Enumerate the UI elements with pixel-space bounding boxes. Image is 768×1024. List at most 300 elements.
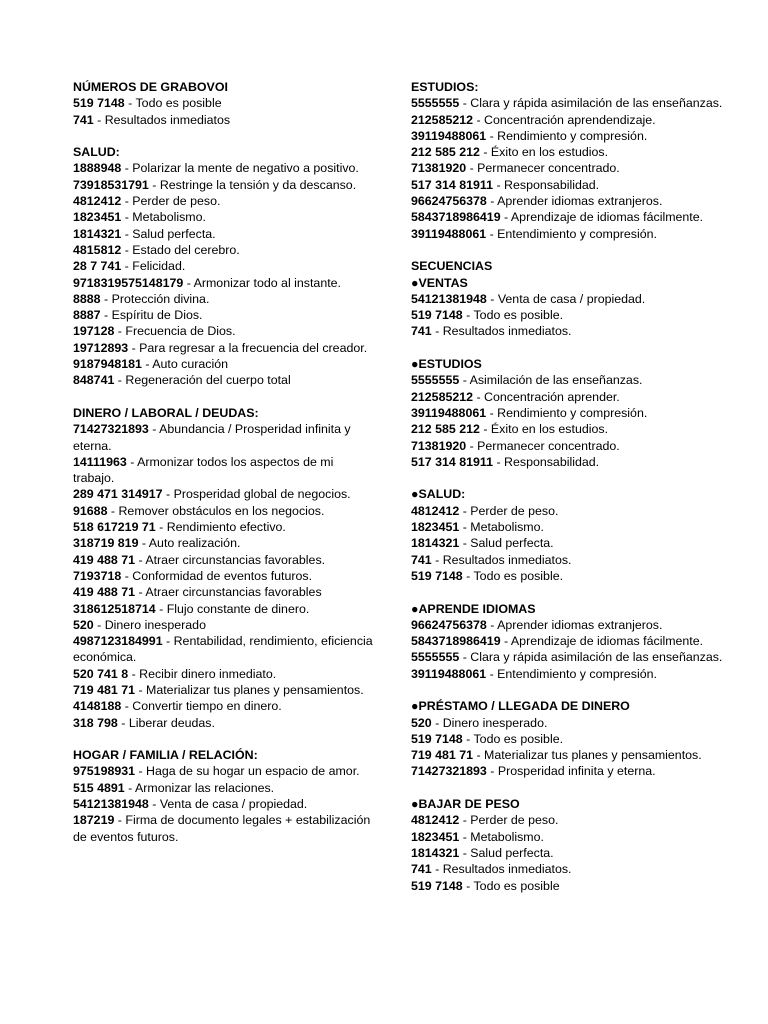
- sequence-title-text: PRÉSTAMO / LLEGADA DE DINERO: [418, 699, 630, 714]
- separator: -: [121, 210, 133, 225]
- separator: -: [93, 617, 105, 632]
- separator: -: [459, 520, 471, 535]
- code-number: 71381920: [411, 438, 467, 453]
- code-description: Clara y rápida asimilación de las enseñanzas.: [470, 96, 723, 111]
- separator: -: [128, 340, 140, 355]
- code-number: 519 7148: [411, 731, 463, 746]
- code-description: Todo es posible: [135, 96, 222, 111]
- bullet-icon: ●: [411, 487, 419, 502]
- sequence-title: [411, 356, 741, 372]
- code-entry: [411, 112, 741, 128]
- section-salud: [411, 486, 741, 584]
- code-description: Atraer circunstancias favorables: [145, 585, 322, 600]
- separator: -: [459, 813, 471, 828]
- code-description: Metabolismo.: [132, 210, 206, 225]
- code-number: 96624756378: [411, 194, 487, 209]
- section-title: NÚMEROS DE GRABOVOI: [73, 80, 228, 94]
- code-number: 5555555: [411, 373, 460, 388]
- code-entry: [73, 763, 373, 779]
- code-description: Responsabilidad.: [504, 454, 600, 469]
- code-number: 5555555: [411, 650, 460, 665]
- code-description: Éxito en los estudios.: [490, 145, 609, 160]
- code-number: 9187948181: [73, 357, 142, 372]
- code-description: Auto realización.: [148, 536, 241, 551]
- separator: -: [135, 585, 146, 600]
- code-entry: [411, 389, 741, 405]
- code-number: 5843718986419: [411, 634, 501, 649]
- code-description: Todo es posible.: [473, 568, 564, 583]
- code-entry: [411, 421, 741, 437]
- code-description: Firma de documento legales + estabilización de eventos futuros.: [73, 813, 371, 844]
- separator: -: [479, 422, 491, 437]
- code-description: Resultados inmediatos.: [442, 324, 572, 339]
- separator: -: [493, 177, 505, 192]
- separator: -: [121, 161, 133, 176]
- separator: -: [486, 291, 498, 306]
- code-number: 741: [411, 862, 432, 877]
- code-number: 741: [73, 112, 94, 127]
- code-description: Materializar tus planes y pensamientos.: [146, 682, 364, 697]
- separator: -: [486, 666, 498, 681]
- code-description: Prosperidad infinita y eterna.: [497, 764, 656, 779]
- code-number: 54121381948: [73, 797, 149, 812]
- code-description: Liberar deudas.: [128, 715, 215, 730]
- code-number: 96624756378: [411, 617, 487, 632]
- code-number: 73918531791: [73, 177, 149, 192]
- code-entry: [411, 715, 741, 731]
- code-entry: [411, 291, 741, 307]
- code-description: Perder de peso.: [132, 194, 221, 209]
- code-entry: [73, 160, 373, 176]
- code-number: 212 585 212: [411, 145, 480, 160]
- separator: -: [466, 438, 478, 453]
- sequence-title: [411, 486, 741, 502]
- code-number: 5843718986419: [411, 210, 501, 225]
- separator: -: [100, 291, 112, 306]
- code-number: 848741: [73, 373, 115, 388]
- code-number: 187219: [73, 813, 115, 828]
- code-number: 14111963: [73, 454, 127, 469]
- separator: -: [135, 552, 146, 567]
- code-number: 197128: [73, 324, 115, 339]
- section-dinero-laboral-deudas: [73, 405, 373, 731]
- code-entry: [73, 796, 373, 812]
- code-description: Estado del cerebro.: [132, 242, 240, 257]
- code-number: 975198931: [73, 764, 136, 779]
- separator: -: [124, 96, 136, 111]
- code-description: Aprendizaje de idiomas fácilmente.: [510, 210, 704, 225]
- separator: -: [459, 373, 470, 388]
- separator: -: [148, 177, 160, 192]
- code-description: Protección divina.: [111, 291, 210, 306]
- sequence-title-text: VENTAS: [418, 275, 468, 290]
- separator: -: [183, 275, 194, 290]
- separator: -: [431, 862, 443, 877]
- separator: -: [121, 259, 133, 274]
- code-number: 212585212: [411, 112, 474, 127]
- code-entry: [73, 682, 373, 698]
- code-entry: [73, 275, 373, 291]
- separator: -: [100, 308, 112, 323]
- code-number: 318 798: [73, 715, 118, 730]
- code-entry: [411, 666, 741, 682]
- separator: -: [121, 226, 133, 241]
- code-number: 4812412: [411, 503, 460, 518]
- code-number: 4148188: [73, 699, 122, 714]
- code-number: 519 7148: [411, 878, 463, 893]
- sequence-title: [411, 601, 741, 617]
- code-entry: [73, 715, 373, 731]
- code-entry: [411, 372, 741, 388]
- code-number: 39119488061: [411, 128, 487, 143]
- code-entry: [411, 177, 741, 193]
- code-description: Todo es posible.: [473, 731, 564, 746]
- code-number: 741: [411, 552, 432, 567]
- code-number: 4987123184991: [73, 634, 163, 649]
- code-number: 1823451: [411, 829, 460, 844]
- code-number: 289 471 314917: [73, 487, 163, 502]
- sequence-title-text: SALUD:: [418, 487, 466, 502]
- code-entry: [73, 95, 373, 111]
- sequence-title-text: APRENDE IDIOMAS: [418, 601, 536, 616]
- separator: -: [141, 357, 153, 372]
- code-number: 515 4891: [73, 780, 125, 795]
- separator: -: [117, 715, 129, 730]
- code-description: Haga de su hogar un espacio de amor.: [146, 764, 360, 779]
- code-description: Armonizar las relaciones.: [135, 780, 275, 795]
- code-number: 520 741 8: [73, 666, 129, 681]
- code-number: 1814321: [73, 226, 122, 241]
- code-entry: [411, 731, 741, 747]
- section-salud: [73, 144, 373, 388]
- code-number: 719 481 71: [411, 748, 474, 763]
- section-title: HOGAR / FAMILIA / RELACIÓN:: [73, 748, 258, 763]
- code-description: Aprender idiomas extranjeros.: [497, 194, 663, 209]
- separator: -: [128, 666, 140, 681]
- code-entry: [73, 421, 373, 454]
- code-number: 4812412: [411, 813, 460, 828]
- section-secuencias: [411, 258, 741, 339]
- code-description: Rendimiento y compresión.: [497, 405, 648, 420]
- code-number: 519 7148: [73, 96, 125, 111]
- code-entry: [411, 226, 741, 242]
- separator: -: [431, 552, 443, 567]
- separator: -: [135, 682, 147, 697]
- code-number: 318719 819: [73, 536, 139, 551]
- code-number: 39119488061: [411, 405, 487, 420]
- code-description: Remover obstáculos en los negocios.: [118, 503, 325, 518]
- code-number: 28 7 741: [73, 259, 122, 274]
- section-bajar-de-peso: [411, 796, 741, 894]
- section-title: SALUD:: [73, 145, 120, 160]
- separator: -: [121, 568, 133, 583]
- code-description: Concentración aprender.: [484, 389, 620, 404]
- code-entry: [73, 323, 373, 339]
- code-description: Armonizar todo al instante.: [193, 275, 341, 290]
- code-description: Aprendizaje de idiomas fácilmente.: [510, 634, 704, 649]
- code-number: 9718319575148179: [73, 275, 184, 290]
- code-entry: [73, 372, 373, 388]
- separator: -: [500, 210, 511, 225]
- separator: -: [459, 845, 471, 860]
- code-number: 419 488 71: [73, 552, 136, 567]
- sequence-title: [411, 796, 741, 812]
- section-title: SECUENCIAS: [411, 259, 493, 274]
- code-description: Regeneración del cuerpo total: [125, 373, 291, 388]
- code-number: 1814321: [411, 845, 460, 860]
- separator: -: [462, 308, 474, 323]
- code-number: 519 7148: [411, 308, 463, 323]
- code-description: Todo es posible.: [473, 308, 564, 323]
- separator: -: [486, 194, 498, 209]
- separator: -: [162, 634, 174, 649]
- separator: -: [135, 764, 147, 779]
- section-aprende-idiomas: [411, 601, 741, 682]
- code-entry: [73, 112, 373, 128]
- code-number: 520: [411, 715, 432, 730]
- code-description: Salud perfecta.: [470, 845, 554, 860]
- code-entry: [73, 812, 373, 845]
- code-description: Auto curación: [152, 357, 229, 372]
- separator: -: [93, 112, 105, 127]
- code-description: Conformidad de eventos futuros.: [132, 568, 313, 583]
- code-description: Resultados inmediatos: [104, 112, 231, 127]
- code-description: Dinero inesperado: [104, 617, 206, 632]
- right-column: [411, 79, 741, 894]
- code-entry: [411, 519, 741, 535]
- code-description: Salud perfecta.: [132, 226, 216, 241]
- code-description: Prosperidad global de negocios.: [173, 487, 351, 502]
- separator: -: [459, 650, 471, 665]
- code-description: Venta de casa / propiedad.: [497, 291, 646, 306]
- code-number: 1888948: [73, 161, 122, 176]
- code-entry: [73, 242, 373, 258]
- code-entry: [73, 209, 373, 225]
- separator: -: [473, 389, 485, 404]
- code-entry: [73, 193, 373, 209]
- bullet-icon: ●: [411, 699, 419, 714]
- code-description: Responsabilidad.: [504, 177, 600, 192]
- code-number: 8888: [73, 291, 101, 306]
- code-description: Rendimiento y compresión.: [497, 128, 648, 143]
- code-number: 719 481 71: [73, 682, 136, 697]
- code-entry: [411, 812, 741, 828]
- code-description: Permanecer concentrado.: [477, 438, 620, 453]
- code-number: 8887: [73, 308, 101, 323]
- code-entry: [73, 698, 373, 714]
- code-description: Resultados inmediatos.: [442, 552, 572, 567]
- separator: -: [473, 112, 485, 127]
- separator: -: [459, 536, 471, 551]
- code-number: 1823451: [411, 520, 460, 535]
- section-numeros-de-grabovoi: [73, 79, 373, 128]
- section-prestamo-llegada-de-dinero: [411, 698, 741, 779]
- section-estudios: [411, 356, 741, 470]
- code-number: 4815812: [73, 242, 122, 257]
- code-description: Frecuencia de Dios.: [125, 324, 236, 339]
- code-entry: [411, 160, 741, 176]
- code-entry: [411, 144, 741, 160]
- code-description: Espíritu de Dios.: [111, 308, 203, 323]
- code-entry: [411, 405, 741, 421]
- separator: -: [459, 503, 471, 518]
- code-description: Entendimiento y compresión.: [497, 226, 657, 241]
- code-entry: [411, 552, 741, 568]
- separator: -: [479, 145, 491, 160]
- code-entry: [73, 226, 373, 242]
- separator: -: [155, 520, 167, 535]
- separator: -: [114, 813, 126, 828]
- separator: -: [466, 161, 478, 176]
- section-title: ESTUDIOS:: [411, 80, 479, 94]
- separator: -: [462, 731, 474, 746]
- separator: -: [138, 536, 149, 551]
- bullet-icon: ●: [411, 601, 419, 616]
- code-number: 19712893: [73, 340, 129, 355]
- separator: -: [148, 422, 160, 437]
- code-entry: [411, 617, 741, 633]
- separator: -: [114, 373, 126, 388]
- code-description: Concentración aprendendizaje.: [484, 112, 656, 127]
- code-description: Permanecer concentrado.: [477, 161, 620, 176]
- code-description: Flujo constante de dinero.: [166, 601, 310, 616]
- code-number: 212585212: [411, 389, 474, 404]
- code-number: 54121381948: [411, 291, 487, 306]
- code-entry: [411, 763, 741, 779]
- code-entry: [73, 552, 373, 568]
- code-number: 741: [411, 324, 432, 339]
- code-number: 71381920: [411, 161, 467, 176]
- code-description: Clara y rápida asimilación de las enseñanzas.: [470, 650, 723, 665]
- section-title: DINERO / LABORAL / DEUDAS:: [73, 405, 259, 420]
- section-estudios: [411, 79, 741, 242]
- code-description: Perder de peso.: [470, 813, 559, 828]
- code-entry: [73, 519, 373, 535]
- code-entry: [73, 258, 373, 274]
- code-number: 318612518714: [73, 601, 156, 616]
- code-entry: [411, 95, 741, 111]
- code-description: Entendimiento y compresión.: [497, 666, 657, 681]
- code-entry: [73, 503, 373, 519]
- bullet-icon: ●: [411, 275, 419, 290]
- code-entry: [411, 307, 741, 323]
- code-entry: [73, 177, 373, 193]
- code-description: Rendimiento efectivo.: [166, 520, 286, 535]
- code-entry: [73, 666, 373, 682]
- code-number: 39119488061: [411, 226, 487, 241]
- code-entry: [73, 486, 373, 502]
- separator: -: [121, 194, 133, 209]
- code-entry: [73, 584, 373, 600]
- code-description: Dinero inesperado.: [442, 715, 548, 730]
- code-entry: [411, 535, 741, 551]
- code-description: Felicidad.: [132, 259, 186, 274]
- code-number: 7193718: [73, 568, 122, 583]
- bullet-icon: ●: [411, 797, 419, 812]
- code-entry: [73, 535, 373, 551]
- code-description: Atraer circunstancias favorables.: [145, 552, 326, 567]
- code-number: 517 314 81911: [411, 454, 494, 469]
- code-entry: [411, 861, 741, 877]
- separator: -: [114, 324, 126, 339]
- separator: -: [486, 226, 498, 241]
- code-description: Rentabilidad, rendimiento, eficiencia económica.: [73, 634, 373, 665]
- code-entry: [411, 747, 741, 763]
- sequence-title: [411, 275, 741, 291]
- code-entry: [73, 291, 373, 307]
- code-entry: [411, 438, 741, 454]
- code-entry: [73, 454, 373, 487]
- left-column: [73, 79, 373, 845]
- code-description: Polarizar la mente de negativo a positivo.: [132, 161, 359, 176]
- code-description: Para regresar a la frecuencia del creador.: [139, 340, 368, 355]
- separator: -: [431, 715, 443, 730]
- code-description: Restringe la tensión y da descanso.: [159, 177, 357, 192]
- separator: -: [486, 617, 498, 632]
- code-description: Resultados inmediatos.: [442, 862, 572, 877]
- code-description: Venta de casa / propiedad.: [159, 797, 308, 812]
- code-description: Perder de peso.: [470, 503, 559, 518]
- code-entry: [73, 568, 373, 584]
- code-entry: [411, 878, 741, 894]
- code-number: 1823451: [73, 210, 122, 225]
- code-description: Todo es posible: [473, 878, 560, 893]
- separator: -: [493, 454, 505, 469]
- code-number: 518 617219 71: [73, 520, 156, 535]
- code-number: 517 314 81911: [411, 177, 494, 192]
- code-number: 4812412: [73, 194, 122, 209]
- separator: -: [124, 780, 136, 795]
- code-number: 212 585 212: [411, 422, 480, 437]
- separator: -: [121, 242, 133, 257]
- code-entry: [411, 568, 741, 584]
- code-entry: [411, 829, 741, 845]
- code-entry: [73, 307, 373, 323]
- separator: -: [431, 324, 443, 339]
- code-number: 1814321: [411, 536, 460, 551]
- code-entry: [73, 633, 373, 666]
- code-entry: [73, 780, 373, 796]
- bullet-icon: ●: [411, 357, 419, 372]
- code-entry: [73, 617, 373, 633]
- code-entry: [73, 601, 373, 617]
- code-number: 519 7148: [411, 568, 463, 583]
- separator: -: [126, 454, 138, 469]
- code-description: Asimilación de las enseñanzas.: [469, 373, 643, 388]
- separator: -: [121, 699, 133, 714]
- separator: -: [162, 487, 174, 502]
- separator: -: [486, 128, 498, 143]
- code-number: 39119488061: [411, 666, 487, 681]
- code-description: Abundancia / Prosperidad infinita y eterna.: [73, 422, 351, 453]
- code-entry: [411, 633, 741, 649]
- code-entry: [411, 323, 741, 339]
- code-number: 71427321893: [73, 422, 149, 437]
- code-description: Éxito en los estudios.: [490, 422, 609, 437]
- separator: -: [462, 568, 474, 583]
- code-number: 5555555: [411, 96, 460, 111]
- section-hogar-familia-relacion: [73, 747, 373, 845]
- code-number: 91688: [73, 503, 108, 518]
- code-entry: [73, 340, 373, 356]
- separator: -: [459, 829, 471, 844]
- separator: -: [107, 503, 119, 518]
- code-number: 71427321893: [411, 764, 487, 779]
- sequence-title-text: BAJAR DE PESO: [418, 797, 520, 812]
- sequence-title-text: ESTUDIOS: [418, 357, 482, 372]
- code-description: Aprender idiomas extranjeros.: [497, 617, 663, 632]
- separator: -: [486, 764, 498, 779]
